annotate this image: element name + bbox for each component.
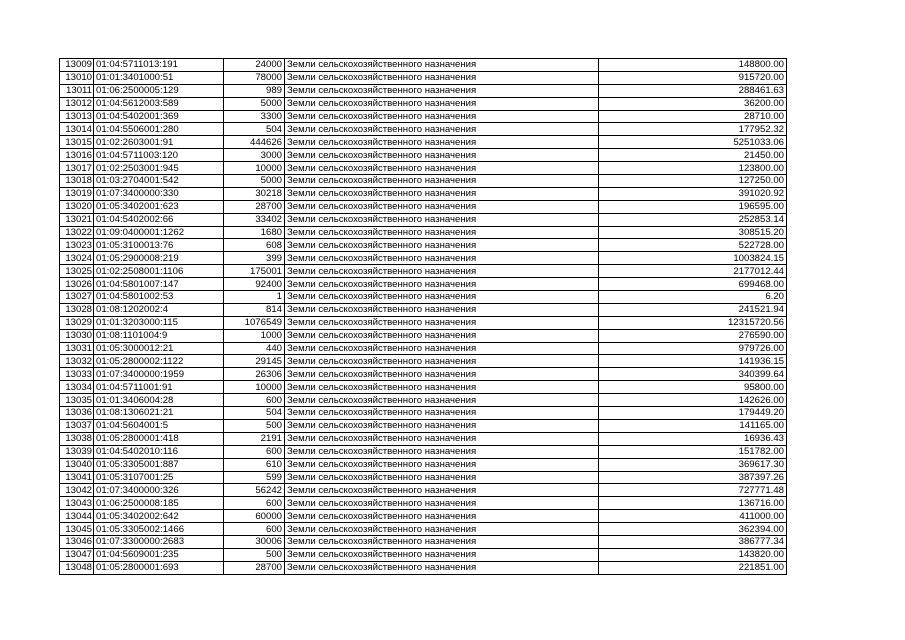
cadastral-value-cell: 36200.00 [599,97,787,110]
cadastral-number-cell: 01:04:5801002:53 [94,291,224,304]
row-number-cell: 13037 [60,419,94,432]
cadastral-number-cell: 01:05:3000012:21 [94,342,224,355]
land-category-cell: Земли сельскохозяйственного назначения [285,548,599,561]
cadastral-number-cell: 01:05:3305002:1466 [94,523,224,536]
land-category-cell: Земли сельскохозяйственного назначения [285,239,599,252]
land-category-cell: Земли сельскохозяйственного назначения [285,329,599,342]
cadastral-number-cell: 01:04:5402002:66 [94,213,224,226]
cadastral-value-cell: 411000.00 [599,510,787,523]
land-category-cell: Земли сельскохозяйственного назначения [285,84,599,97]
area-cell: 29145 [224,355,285,368]
land-category-cell: Земли сельскохозяйственного назначения [285,97,599,110]
table-row [60,136,787,149]
cadastral-number-cell: 01:01:3406004:28 [94,394,224,407]
cadastral-value-cell: 123800.00 [599,162,787,175]
table-row [60,97,787,110]
row-number-cell: 13033 [60,368,94,381]
table-row [60,187,787,200]
area-cell: 3000 [224,149,285,162]
cadastral-value-cell: 142626.00 [599,394,787,407]
land-category-cell: Земли сельскохозяйственного назначения [285,291,599,304]
area-cell: 608 [224,239,285,252]
area-cell: 3300 [224,110,285,123]
cadastral-value-cell: 5251033.06 [599,136,787,149]
cadastral-value-cell: 136716.00 [599,497,787,510]
row-number-cell: 13035 [60,394,94,407]
cadastral-number-cell: 01:05:3107001:25 [94,471,224,484]
cadastral-value-cell: 727771.48 [599,484,787,497]
area-cell: 24000 [224,59,285,72]
table-row [60,510,787,523]
cadastral-number-cell: 01:01:3203000:115 [94,316,224,329]
land-category-cell: Земли сельскохозяйственного назначения [285,213,599,226]
cadastral-number-cell: 01:07:3400000:326 [94,484,224,497]
cadastral-number-cell: 01:01:3401000:51 [94,71,224,84]
area-cell: 1680 [224,226,285,239]
table-row [60,291,787,304]
area-cell: 504 [224,407,285,420]
cadastral-number-cell: 01:08:1101004:9 [94,329,224,342]
land-category-cell: Земли сельскохозяйственного назначения [285,510,599,523]
row-number-cell: 13042 [60,484,94,497]
table-row [60,407,787,420]
cadastral-number-cell: 01:05:3100013:76 [94,239,224,252]
cadastral-number-cell: 01:09:0400001:1262 [94,226,224,239]
row-number-cell: 13039 [60,445,94,458]
area-cell: 1 [224,291,285,304]
cadastral-value-cell: 12315720.56 [599,316,787,329]
area-cell: 440 [224,342,285,355]
cadastral-value-cell: 2177012.44 [599,265,787,278]
cadastral-number-cell: 01:08:1202002:4 [94,303,224,316]
cadastral-value-cell: 369617.30 [599,458,787,471]
area-cell: 989 [224,84,285,97]
land-category-cell: Земли сельскохозяйственного назначения [285,561,599,574]
row-number-cell: 13016 [60,149,94,162]
area-cell: 504 [224,123,285,136]
area-cell: 33402 [224,213,285,226]
table-row [60,329,787,342]
cadastral-value-cell: 241521.94 [599,303,787,316]
land-category-cell: Земли сельскохозяйственного назначения [285,407,599,420]
table-row [60,368,787,381]
cadastral-number-cell: 01:05:3305001:887 [94,458,224,471]
row-number-cell: 13045 [60,523,94,536]
land-category-cell: Земли сельскохозяйственного назначения [285,200,599,213]
row-number-cell: 13040 [60,458,94,471]
area-cell: 600 [224,497,285,510]
area-cell: 28700 [224,561,285,574]
land-category-cell: Земли сельскохозяйственного назначения [285,71,599,84]
cadastral-value-cell: 1003824.15 [599,252,787,265]
table-row [60,252,787,265]
area-cell: 1000 [224,329,285,342]
land-category-cell: Земли сельскохозяйственного назначения [285,445,599,458]
cadastral-number-cell: 01:02:2603001:91 [94,136,224,149]
land-category-cell: Земли сельскохозяйственного назначения [285,226,599,239]
table-row [60,548,787,561]
table-row [60,471,787,484]
area-cell: 5000 [224,97,285,110]
area-cell: 610 [224,458,285,471]
land-category-cell: Земли сельскохозяйственного назначения [285,316,599,329]
land-category-cell: Земли сельскохозяйственного назначения [285,342,599,355]
row-number-cell: 13012 [60,97,94,110]
cadastral-number-cell: 01:02:2503001:945 [94,162,224,175]
table-row [60,278,787,291]
cadastral-number-cell: 01:04:5711003:120 [94,149,224,162]
cadastral-value-cell: 143820.00 [599,548,787,561]
row-number-cell: 13031 [60,342,94,355]
row-number-cell: 13010 [60,71,94,84]
cadastral-number-cell: 01:05:2800002:1122 [94,355,224,368]
row-number-cell: 13028 [60,303,94,316]
table-row [60,316,787,329]
row-number-cell: 13024 [60,252,94,265]
table-row [60,445,787,458]
table-row [60,381,787,394]
table-row [60,149,787,162]
row-number-cell: 13036 [60,407,94,420]
row-number-cell: 13023 [60,239,94,252]
land-category-cell: Земли сельскохозяйственного назначения [285,265,599,278]
cadastral-value-cell: 288461.63 [599,84,787,97]
cadastral-number-cell: 01:04:5711013:191 [94,59,224,72]
area-cell: 56242 [224,484,285,497]
row-number-cell: 13017 [60,162,94,175]
row-number-cell: 13011 [60,84,94,97]
land-category-cell: Земли сельскохозяйственного назначения [285,432,599,445]
land-category-cell: Земли сельскохозяйственного назначения [285,162,599,175]
row-number-cell: 13013 [60,110,94,123]
area-cell: 814 [224,303,285,316]
cadastral-number-cell: 01:04:5402010:116 [94,445,224,458]
table-row [60,303,787,316]
cadastral-number-cell: 01:08:1306021:21 [94,407,224,420]
cadastral-number-cell: 01:05:3402002:642 [94,510,224,523]
table-row [60,561,787,574]
land-category-cell: Земли сельскохозяйственного назначения [285,535,599,548]
cadastral-number-cell: 01:05:3402001:623 [94,200,224,213]
land-category-cell: Земли сельскохозяйственного назначения [285,523,599,536]
cadastral-number-cell: 01:04:5604001:5 [94,419,224,432]
cadastral-number-cell: 01:04:5711001:91 [94,381,224,394]
area-cell: 26306 [224,368,285,381]
row-number-cell: 13018 [60,175,94,188]
row-number-cell: 13041 [60,471,94,484]
row-number-cell: 13022 [60,226,94,239]
land-category-cell: Земли сельскохозяйственного назначения [285,394,599,407]
land-category-cell: Земли сельскохозяйственного назначения [285,458,599,471]
cadastral-value-cell: 522728.00 [599,239,787,252]
cadastral-number-cell: 01:04:5609001:235 [94,548,224,561]
table-row [60,497,787,510]
row-number-cell: 13021 [60,213,94,226]
row-number-cell: 13029 [60,316,94,329]
cadastral-value-cell: 177952.32 [599,123,787,136]
cadastral-number-cell: 01:04:5402001:369 [94,110,224,123]
row-number-cell: 13048 [60,561,94,574]
area-cell: 10000 [224,381,285,394]
table-row [60,394,787,407]
row-number-cell: 13020 [60,200,94,213]
area-cell: 10000 [224,162,285,175]
cadastral-value-cell: 386777.34 [599,535,787,548]
cadastral-number-cell: 01:04:5801007:147 [94,278,224,291]
cadastral-number-cell: 01:05:2800001:418 [94,432,224,445]
area-cell: 399 [224,252,285,265]
land-category-cell: Земли сельскохозяйственного назначения [285,59,599,72]
table-row [60,523,787,536]
cadastral-number-cell: 01:04:5612003:589 [94,97,224,110]
table-row [60,123,787,136]
cadastral-value-cell: 221851.00 [599,561,787,574]
table-row [60,355,787,368]
table-row [60,535,787,548]
cadastral-value-cell: 151782.00 [599,445,787,458]
cadastral-value-cell: 276590.00 [599,329,787,342]
cadastral-number-cell: 01:07:3400000:1959 [94,368,224,381]
cadastral-value-cell: 16936.43 [599,432,787,445]
row-number-cell: 13014 [60,123,94,136]
table-row [60,213,787,226]
cadastral-number-cell: 01:07:3400000:330 [94,187,224,200]
land-category-cell: Земли сельскохозяйственного назначения [285,187,599,200]
area-cell: 175001 [224,265,285,278]
cadastral-value-cell: 391020.92 [599,187,787,200]
area-cell: 444626 [224,136,285,149]
area-cell: 500 [224,419,285,432]
table-row [60,110,787,123]
row-number-cell: 13030 [60,329,94,342]
cadastral-value-cell: 979726.00 [599,342,787,355]
area-cell: 600 [224,445,285,458]
table-row [60,84,787,97]
row-number-cell: 13043 [60,497,94,510]
row-number-cell: 13046 [60,535,94,548]
row-number-cell: 13032 [60,355,94,368]
land-category-cell: Земли сельскохозяйственного назначения [285,136,599,149]
land-category-cell: Земли сельскохозяйственного назначения [285,303,599,316]
table-row [60,484,787,497]
table-row [60,265,787,278]
row-number-cell: 13044 [60,510,94,523]
cadastral-number-cell: 01:02:2508001:1106 [94,265,224,278]
land-category-cell: Земли сельскохозяйственного назначения [285,175,599,188]
cadastral-number-cell: 01:04:5506001:280 [94,123,224,136]
land-category-cell: Земли сельскохозяйственного назначения [285,381,599,394]
cadastral-number-cell: 01:05:2900008:219 [94,252,224,265]
area-cell: 600 [224,523,285,536]
area-cell: 78000 [224,71,285,84]
cadastral-value-cell: 95800.00 [599,381,787,394]
land-category-cell: Земли сельскохозяйственного назначения [285,149,599,162]
area-cell: 600 [224,394,285,407]
land-registry-table [59,58,787,575]
row-number-cell: 13009 [60,59,94,72]
cadastral-value-cell: 21450.00 [599,149,787,162]
row-number-cell: 13027 [60,291,94,304]
area-cell: 500 [224,548,285,561]
cadastral-value-cell: 252853.14 [599,213,787,226]
land-category-cell: Земли сельскохозяйственного назначения [285,110,599,123]
cadastral-value-cell: 141936.15 [599,355,787,368]
row-number-cell: 13038 [60,432,94,445]
table-row [60,432,787,445]
table-row [60,71,787,84]
cadastral-number-cell: 01:07:3300000:2683 [94,535,224,548]
land-category-cell: Земли сельскохозяйственного назначения [285,278,599,291]
row-number-cell: 13047 [60,548,94,561]
row-number-cell: 13034 [60,381,94,394]
cadastral-value-cell: 141165.00 [599,419,787,432]
table-row [60,239,787,252]
area-cell: 1076549 [224,316,285,329]
table-row [60,419,787,432]
land-category-cell: Земли сельскохозяйственного назначения [285,252,599,265]
cadastral-value-cell: 179449.20 [599,407,787,420]
land-category-cell: Земли сельскохозяйственного назначения [285,123,599,136]
table-row [60,59,787,72]
table-row [60,200,787,213]
area-cell: 92400 [224,278,285,291]
cadastral-value-cell: 915720.00 [599,71,787,84]
table-row [60,458,787,471]
cadastral-value-cell: 699468.00 [599,278,787,291]
area-cell: 599 [224,471,285,484]
land-category-cell: Земли сельскохозяйственного назначения [285,368,599,381]
land-category-cell: Земли сельскохозяйственного назначения [285,419,599,432]
area-cell: 60000 [224,510,285,523]
land-category-cell: Земли сельскохозяйственного назначения [285,497,599,510]
area-cell: 30218 [224,187,285,200]
table-row [60,342,787,355]
land-category-cell: Земли сельскохозяйственного назначения [285,471,599,484]
row-number-cell: 13015 [60,136,94,149]
table-row [60,175,787,188]
cadastral-value-cell: 6.20 [599,291,787,304]
cadastral-number-cell: 01:03:2704001:542 [94,175,224,188]
cadastral-value-cell: 340399.64 [599,368,787,381]
table-row [60,162,787,175]
cadastral-value-cell: 148800.00 [599,59,787,72]
cadastral-value-cell: 308515.20 [599,226,787,239]
row-number-cell: 13026 [60,278,94,291]
cadastral-value-cell: 387397.26 [599,471,787,484]
land-category-cell: Земли сельскохозяйственного назначения [285,484,599,497]
cadastral-number-cell: 01:05:2800001:693 [94,561,224,574]
table-row [60,226,787,239]
cadastral-value-cell: 28710.00 [599,110,787,123]
cadastral-value-cell: 362394.00 [599,523,787,536]
row-number-cell: 13019 [60,187,94,200]
area-cell: 28700 [224,200,285,213]
cadastral-value-cell: 196595.00 [599,200,787,213]
area-cell: 30006 [224,535,285,548]
cadastral-number-cell: 01:06:2500008:185 [94,497,224,510]
cadastral-number-cell: 01:06:2500005:129 [94,84,224,97]
row-number-cell: 13025 [60,265,94,278]
table-body [60,59,787,575]
area-cell: 5000 [224,175,285,188]
land-category-cell: Земли сельскохозяйственного назначения [285,355,599,368]
cadastral-value-cell: 127250.00 [599,175,787,188]
area-cell: 2191 [224,432,285,445]
